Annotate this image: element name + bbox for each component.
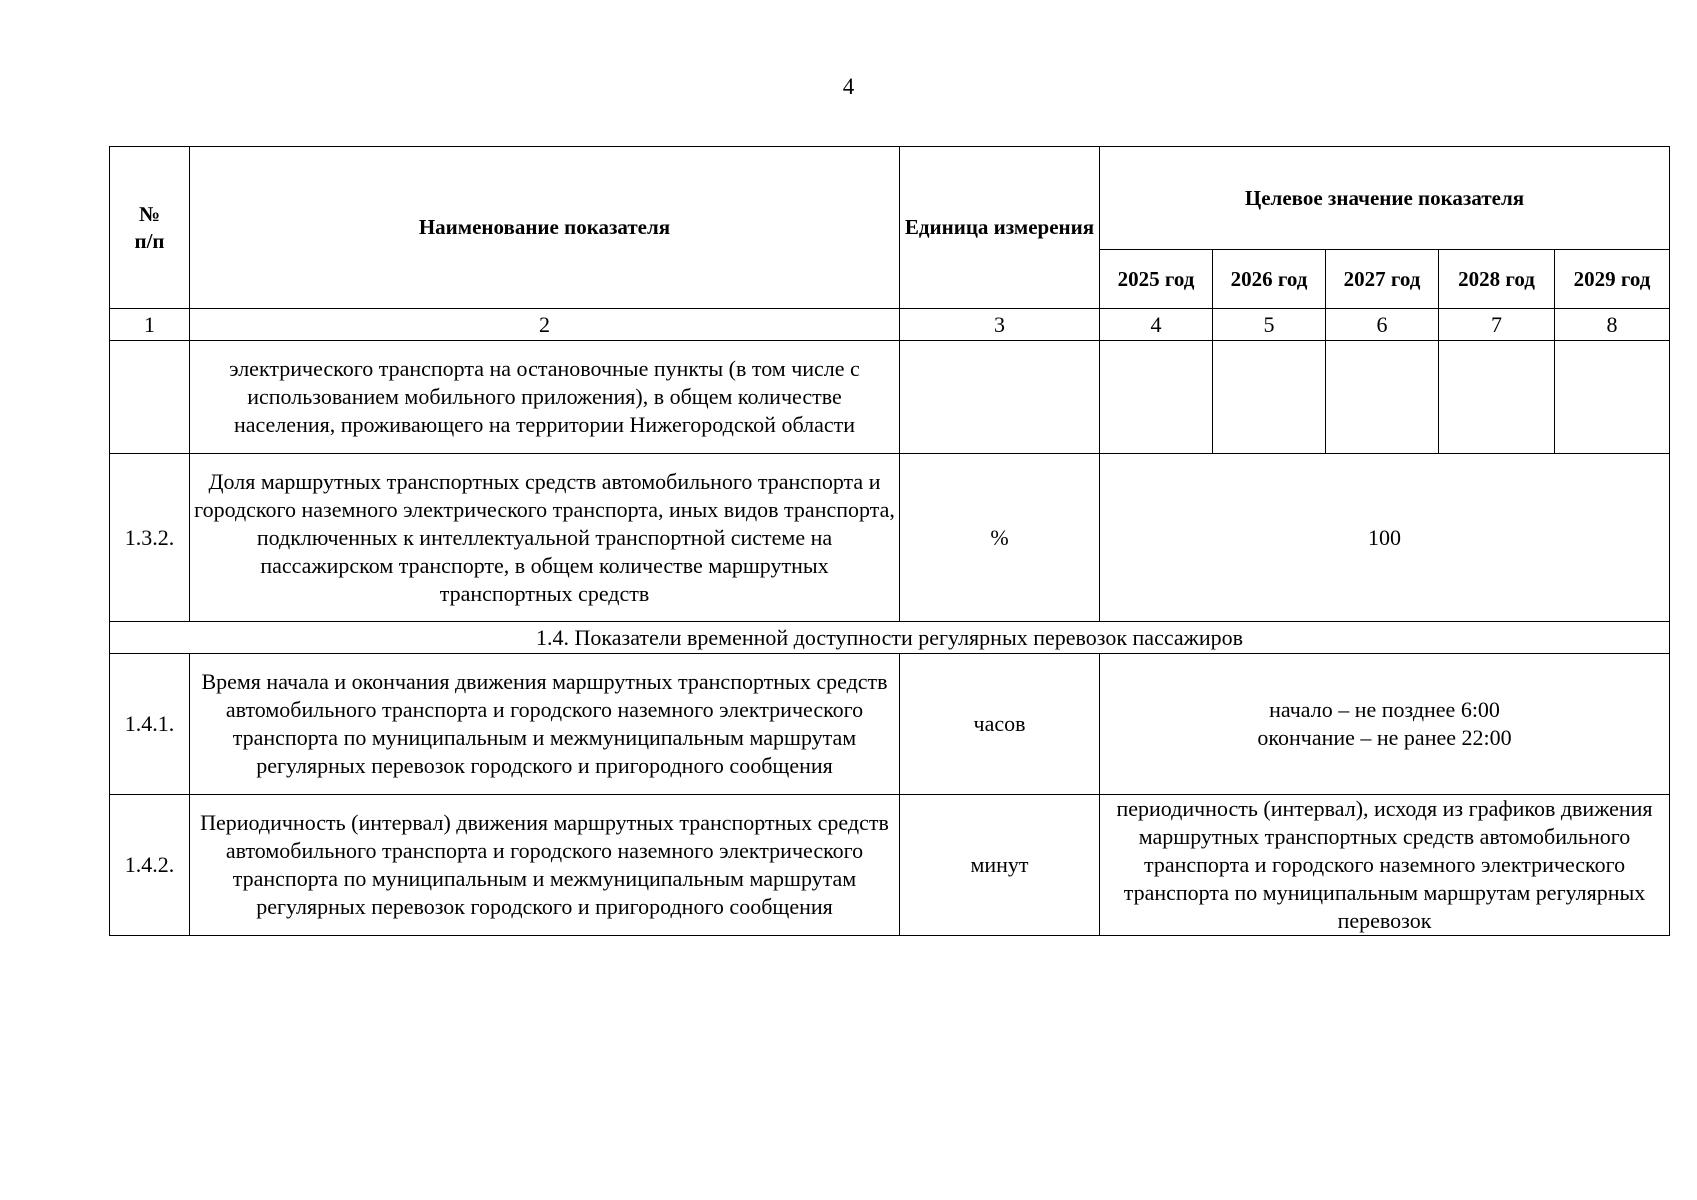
row-num: 1.4.2. xyxy=(110,795,190,936)
row-unit: минут xyxy=(900,795,1100,936)
column-number: 1 xyxy=(110,309,190,341)
target-end-time: окончание – не ранее 22:00 xyxy=(1257,725,1512,750)
column-number: 4 xyxy=(1100,309,1213,341)
row-unit: % xyxy=(900,454,1100,622)
header-unit: Единица измерения xyxy=(900,147,1100,309)
header-year: 2028 год xyxy=(1439,250,1555,309)
table-row xyxy=(110,341,1670,454)
target-start-time: начало – не позднее 6:00 xyxy=(1269,697,1500,722)
column-number: 6 xyxy=(1326,309,1439,341)
column-number: 7 xyxy=(1439,309,1555,341)
row-num: 1.4.1. xyxy=(110,654,190,795)
row-unit xyxy=(900,341,1100,454)
row-target-value xyxy=(1100,654,1670,795)
row-num: 1.3.2. xyxy=(110,454,190,622)
header-year: 2027 год xyxy=(1326,250,1439,309)
row-year-value xyxy=(1439,341,1555,454)
header-year: 2025 год xyxy=(1100,250,1213,309)
column-number: 5 xyxy=(1213,309,1326,341)
section-title: 1.4. Показатели временной доступности регулярных перевозок пассажиров xyxy=(110,622,1670,654)
table-row xyxy=(110,654,1670,795)
indicators-table xyxy=(109,146,1670,936)
table-row xyxy=(110,795,1670,936)
table-row xyxy=(110,454,1670,622)
header-row xyxy=(110,147,1670,250)
row-num xyxy=(110,341,190,454)
column-number: 3 xyxy=(900,309,1100,341)
row-name: Время начала и окончания движения маршрутных транспортных средств автомобильного транспорта и городского наземного электрического транспорта по муниципальным и межмуниципальным маршрутам регулярных перевозок городского и пригородного сообщения xyxy=(190,654,900,795)
row-year-value xyxy=(1213,341,1326,454)
row-target-value: периодичность (интервал), исходя из графиков движения маршрутных транспортных средств автомобильного транспорта и городского наземного электрического транспорта по муниципальным маршрутам регулярных перевозок xyxy=(1100,795,1670,936)
header-num: № п/п xyxy=(110,147,190,309)
row-year-value xyxy=(1100,341,1213,454)
row-name: электрического транспорта на остановочные пункты (в том числе с использованием мобильного приложения), в общем количестве населения, проживающего на территории Нижегородской области xyxy=(190,341,900,454)
column-number: 8 xyxy=(1555,309,1670,341)
row-year-value xyxy=(1555,341,1670,454)
column-number: 2 xyxy=(190,309,900,341)
row-year-value xyxy=(1326,341,1439,454)
section-row xyxy=(110,622,1670,654)
row-name: Доля маршрутных транспортных средств автомобильного транспорта и городского наземного электрического транспорта, иных видов транспорта, подключенных к интеллектуальной транспортной системе на пассажирском транспорте, в общем количестве маршрутных транспортных средств xyxy=(190,454,900,622)
header-target: Целевое значение показателя xyxy=(1100,147,1670,250)
page-number: 4 xyxy=(842,74,855,99)
header-name: Наименование показателя xyxy=(190,147,900,309)
column-numbers-row xyxy=(110,309,1670,341)
row-name: Периодичность (интервал) движения маршрутных транспортных средств автомобильного транспорта и городского наземного электрического транспорта по муниципальным и межмуниципальным маршрутам регулярных перевозок городского и пригородного сообщения xyxy=(190,795,900,936)
row-target-value: 100 xyxy=(1100,454,1670,622)
row-unit: часов xyxy=(900,654,1100,795)
header-year: 2029 год xyxy=(1555,250,1670,309)
header-year: 2026 год xyxy=(1213,250,1326,309)
